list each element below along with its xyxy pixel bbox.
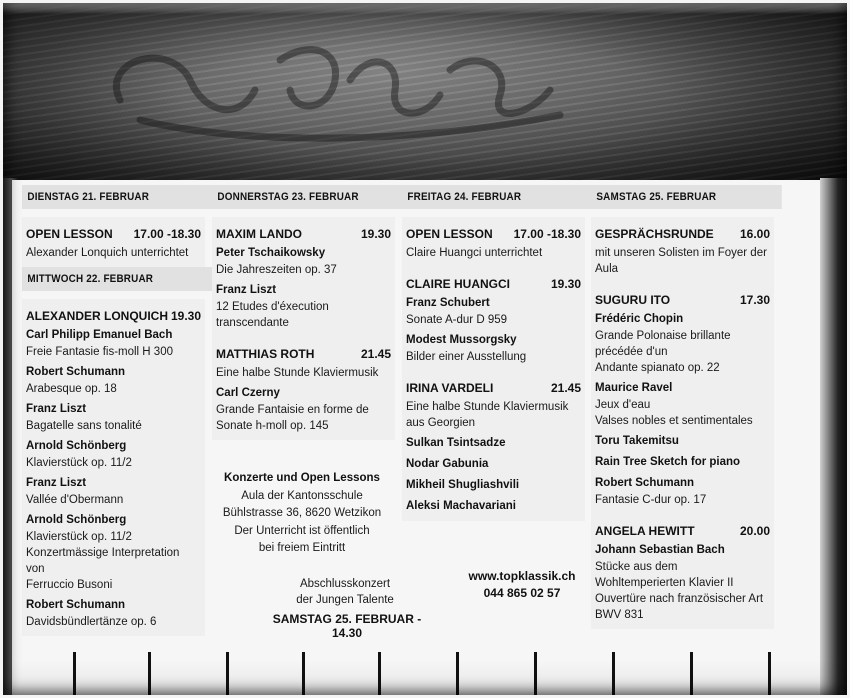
program-line: Sonate h-moll op. 145 (216, 420, 329, 432)
composer-name: Nodar Gabunia (406, 458, 489, 470)
event-title: OPEN LESSON (26, 227, 113, 241)
program-line: aus Georgien (406, 417, 476, 429)
event-time: 17.00 -18.30 (513, 227, 581, 241)
day-header: DIENSTAG 21. FEBRUAR (22, 185, 213, 209)
bottom-shade (0, 660, 850, 698)
program-line: Arabesque op. 18 (26, 383, 117, 395)
event-heading (216, 227, 391, 241)
event-time: 20.00 (739, 524, 770, 538)
program-line: Grande Fantaisie en forme de (216, 404, 369, 416)
event-heading (595, 293, 770, 307)
event-block (402, 217, 585, 267)
event-heading (595, 524, 770, 538)
program-line: Bagatelle sans tonalité (26, 420, 142, 432)
event-title: IRINA VARDELI (406, 381, 494, 395)
program-line: Alexander Lonquich unterrichtet (26, 247, 189, 259)
event-time: 21.45 (550, 381, 581, 395)
program-line: Fantasie C-dur op. 17 (595, 494, 707, 506)
final-concert-line: der Jungen Talente (296, 594, 394, 606)
composer-name: Franz Liszt (26, 477, 87, 489)
program-line: Wohltemperierten Klavier II (595, 577, 734, 589)
phone-number: 044 865 02 57 (483, 586, 561, 600)
program-line: mit unseren Solisten im Foyer der Aula (595, 247, 767, 275)
event-time: 16.00 (739, 227, 770, 241)
event-block (212, 217, 395, 337)
final-concert-line: Abschlusskonzert (299, 578, 391, 590)
event-title: SUGURU ITO (595, 293, 671, 307)
info-title: Konzerte und Open Lessons (224, 472, 380, 484)
website-link[interactable]: www.topklassik.ch (468, 569, 576, 583)
program-column (402, 185, 585, 521)
day-header: MITTWOCH 22. FEBRUAR (22, 267, 213, 291)
program-line: Ferruccio Busoni (26, 579, 113, 591)
event-block (402, 371, 585, 521)
composer-name: Robert Schumann (26, 366, 126, 378)
event-block (591, 283, 774, 514)
event-time: 19.30 (360, 227, 391, 241)
program-line: Eine halbe Stunde Klaviermusik (406, 401, 569, 413)
composer-name: Toru Takemitsu (595, 435, 679, 447)
event-title: ALEXANDER LONQUICH (26, 309, 169, 323)
program-line: Freie Fantasie fis-moll H 300 (26, 346, 173, 358)
composer-name: Rain Tree Sketch for piano (595, 456, 741, 468)
venue-info (212, 470, 392, 558)
program-line: Ouvertüre nach französischer Art BWV 831 (595, 593, 764, 621)
contact-info (462, 568, 582, 602)
event-block (591, 514, 774, 629)
event-heading (406, 381, 581, 395)
program-column (591, 185, 774, 629)
event-block (22, 217, 205, 267)
info-line: Aula der Kantonsschule (241, 489, 363, 502)
event-heading (26, 227, 201, 241)
event-title: CLAIRE HUANGCI (406, 277, 510, 291)
program-line: Grande Polonaise brillante précédée d'un (595, 330, 731, 358)
event-block (591, 217, 774, 283)
program-line: Stücke aus dem (595, 561, 678, 573)
program-line: Vallée d'Obermann (26, 494, 124, 506)
final-concert-date: SAMSTAG 25. FEBRUAR - 14.30 (272, 612, 422, 640)
program-line: Eine halbe Stunde Klaviermusik (216, 367, 379, 379)
final-concert (250, 576, 440, 608)
day-header: DONNERSTAG 23. FEBRUAR (212, 185, 403, 209)
event-time: 17.00 -18.30 (133, 227, 201, 241)
event-title: MAXIM LANDO (216, 227, 302, 241)
composer-name: Arnold Schönberg (26, 440, 127, 452)
program-line: Claire Huangci unterrichtet (406, 247, 543, 259)
composer-name: Robert Schumann (595, 477, 695, 489)
program-line: Davidsbündlertänze op. 6 (26, 616, 157, 628)
event-heading (406, 277, 581, 291)
event-time: 17.30 (739, 293, 770, 307)
composer-name: Carl Czerny (216, 387, 280, 399)
composer-name: Franz Liszt (26, 403, 87, 415)
event-block (212, 337, 395, 440)
program-column (22, 185, 205, 636)
event-title: GESPRÄCHSRUNDE (595, 227, 714, 241)
composer-name: Maurice Ravel (595, 382, 673, 394)
event-heading (216, 347, 391, 361)
program-line: Jeux d'eau (595, 399, 651, 411)
event-title: MATTHIAS ROTH (216, 347, 315, 361)
composer-name: Frédéric Chopin (595, 313, 684, 325)
composer-name: Peter Tschaikowsky (216, 247, 326, 259)
program-line: Klavierstück op. 11/2 (26, 457, 132, 469)
composer-name: Franz Liszt (216, 284, 277, 296)
program-line: Konzertmässige Interpretation von (26, 547, 180, 575)
program-line: Sonate A-dur D 959 (406, 314, 508, 326)
info-line: Bühlstrasse 36, 8620 Wetzikon (222, 507, 382, 519)
composer-name: Sulkan Tsintsadze (406, 437, 506, 449)
program-line: Bilder einer Ausstellung (406, 351, 527, 363)
event-heading (406, 227, 581, 241)
info-line: Der Unterricht ist öffentlich (234, 524, 370, 537)
event-block (22, 299, 205, 636)
event-heading (26, 309, 201, 323)
program-line: 12 Etudes d'éxecution transcendante (216, 301, 329, 329)
event-title: ANGELA HEWITT (595, 524, 695, 538)
event-time: 19.30 (170, 309, 201, 323)
poster-right-edge (820, 178, 850, 698)
composer-name: Robert Schumann (26, 599, 126, 611)
event-title: OPEN LESSON (406, 227, 493, 241)
info-line: bei freiem Eintritt (258, 542, 346, 554)
event-heading (595, 227, 770, 241)
wood-vignette (0, 0, 850, 180)
program-line: Die Jahreszeiten op. 37 (216, 264, 337, 276)
event-time: 19.30 (550, 277, 581, 291)
program-line: Klavierstück op. 11/2 (26, 531, 132, 543)
program-line: Valses nobles et sentimentales (595, 415, 753, 427)
composer-name: Johann Sebastian Bach (595, 544, 725, 556)
composer-name: Mikheil Shugliashvili (406, 479, 520, 491)
program-line: Andante spianato op. 22 (595, 362, 720, 374)
day-header: FREITAG 24. FEBRUAR (402, 185, 593, 209)
composer-name: Carl Philipp Emanuel Bach (26, 329, 173, 341)
program-column (212, 185, 395, 440)
event-time: 21.45 (360, 347, 391, 361)
composer-name: Modest Mussorgsky (406, 334, 517, 346)
composer-name: Franz Schubert (406, 297, 490, 309)
event-block (402, 267, 585, 371)
composer-name: Arnold Schönberg (26, 514, 127, 526)
composer-name: Aleksi Machavariani (406, 500, 516, 512)
day-header: SAMSTAG 25. FEBRUAR (591, 185, 782, 209)
